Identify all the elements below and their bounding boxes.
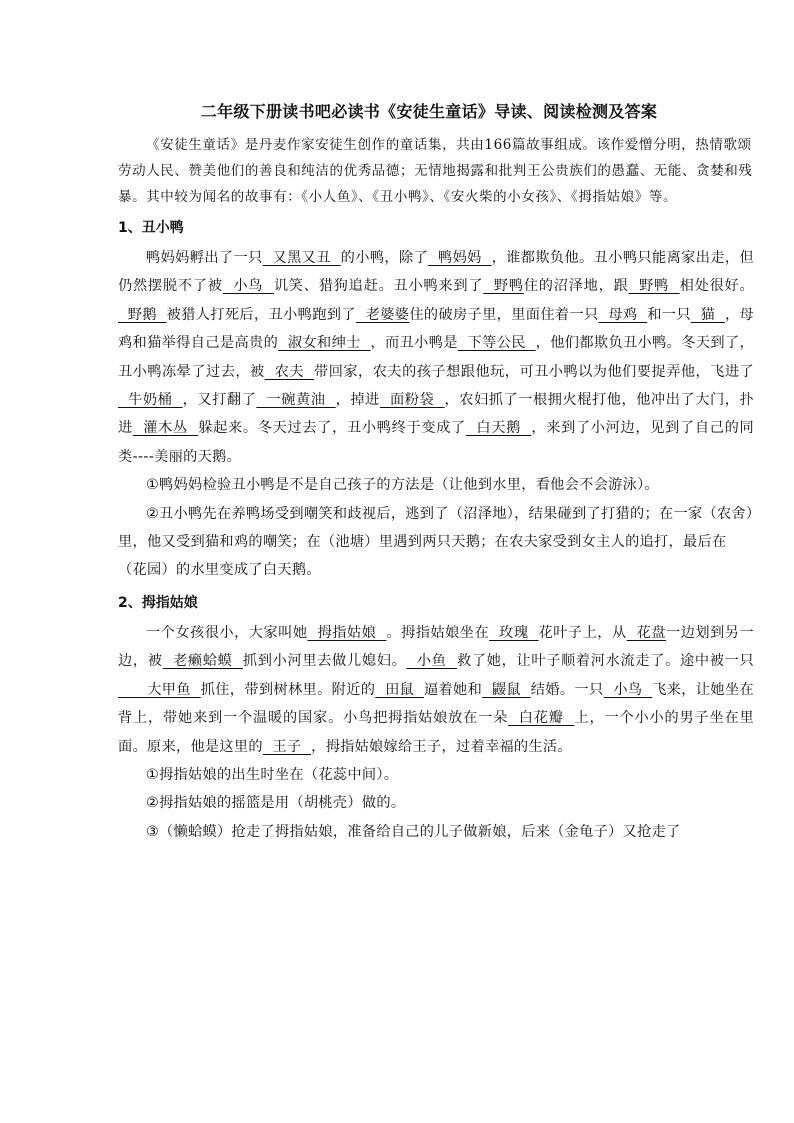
- answer-blank: 一碗黄油: [256, 392, 336, 409]
- story-fill-paragraph: [118, 619, 754, 761]
- answer-blank: 小鸟: [222, 278, 274, 295]
- paragraph-text: ，而丑小鸭是: [370, 335, 458, 352]
- paragraph-text: ，拇指姑娘嫁给王子，过着幸福的生活。: [311, 738, 572, 755]
- answer-blank: 王子: [262, 738, 312, 755]
- answer-blank: 鼹鼠: [482, 681, 531, 698]
- paragraph-text: 躲起来。冬天过去了，丑小鸭终于变成了: [198, 420, 466, 437]
- paragraph-text: 讥笑、猎狗追赶。丑小鸭来到了: [273, 278, 484, 295]
- answer-blank: 老癞蛤蟆: [162, 653, 243, 670]
- paragraph-text: 一边划到另一边，被: [118, 624, 754, 670]
- paragraph-text: 花叶子上，从: [538, 624, 627, 641]
- answer-blank: 白天鹅: [465, 420, 532, 437]
- paragraph-text: 救了她，让叶子顺着河水流走了。途中被一只: [456, 653, 754, 670]
- answer-blank: 小鸟: [603, 681, 653, 698]
- answer-blank: 花盘: [626, 624, 667, 641]
- page-title: 二年级下册读书吧必读书《安徒生童话》导读、阅读检测及答案: [200, 102, 658, 121]
- paragraph-text: 住的破房子里，里面住着一只: [409, 306, 599, 323]
- paragraph-text: 和一只: [647, 306, 691, 323]
- answer-blank: 野鸭: [628, 278, 680, 295]
- question-item: ①鸭妈妈检验丑小鸭是不是自己孩子的方法是（让他到水里，看他会不会游泳）。: [146, 477, 659, 494]
- answer-blank: 小鱼: [406, 653, 457, 670]
- paragraph-text: 住的沼泽地，跟: [523, 278, 629, 295]
- paragraph-text: 被猎人打死后，丑小鸭跑到了: [166, 306, 356, 323]
- answer-blank: 牛奶桶: [118, 392, 183, 409]
- answer-blank: 猫: [690, 306, 725, 323]
- paragraph-text: 的小鸭，除了: [340, 250, 429, 266]
- story-fill-paragraph: [118, 244, 754, 471]
- answer-blank: 白花瓣: [508, 710, 575, 727]
- answer-blank: 野鹅: [118, 306, 167, 323]
- answer-blank: 淑女和绅士: [278, 335, 371, 352]
- answer-blank: 鸭妈妈: [428, 250, 492, 266]
- paragraph-text: ，掉进: [335, 392, 380, 409]
- question-item: ①拇指姑娘的出生时坐在（花蕊中间）。: [146, 766, 399, 783]
- answer-blank: 拇指姑娘: [307, 624, 387, 641]
- section-ugly-duckling: [118, 216, 754, 585]
- paragraph-text: 抓到小河里去做儿媳妇。: [242, 653, 407, 670]
- question-item: ②丑小鸭先在养鸭场受到嘲笑和歧视后，逃到了（沼泽地），结果碰到了打猎的；在一家（农舍）里，他又受到猫和鸡的嘲笑；在（池塘）里遇到两只天鹅；在农夫家受到女主人的追打，最后在（花园）的水里变成了白天鹅。: [118, 505, 754, 579]
- answer-blank: 母鸡: [598, 306, 648, 323]
- section-heading: 2、拇指姑娘: [118, 594, 198, 611]
- answer-blank: 农夫: [264, 363, 315, 380]
- answer-blank: 田鼠: [375, 681, 424, 698]
- answer-blank: 野鸭: [483, 278, 524, 295]
- paragraph-text: ，谁都欺负他。丑小鸭只能离家出走，但仍然摆脱不了被: [118, 250, 754, 295]
- question-item: ②拇指姑娘的摇篮是用（胡桃壳）做的。: [146, 795, 406, 812]
- paragraph-text: 上，一个小小的男子坐在里面。原来，他是这里的: [118, 710, 754, 755]
- answer-blank: 玫瑰: [489, 624, 539, 641]
- paragraph-text: 飞来，让她坐在背上，带她来到一个温暖的国家。小鸟把拇指姑娘放在一朵: [118, 681, 755, 727]
- answer-blank: 下等公民: [457, 335, 536, 352]
- paragraph-text: 逼着她和: [423, 681, 483, 698]
- paragraph-text: 结婚。一只: [530, 681, 604, 698]
- paragraph-text: 相处很好。: [679, 278, 754, 295]
- paragraph-text: 一个女孩很小，大家叫她: [146, 624, 308, 641]
- answer-blank: 大甲鱼: [118, 681, 201, 698]
- section-heading: 1、丑小鸭: [118, 220, 184, 236]
- section-thumbelina: [118, 591, 754, 846]
- paragraph-text: 抓住，带到树林里。附近的: [200, 681, 376, 698]
- document-page: [118, 100, 754, 846]
- answer-blank: 面粉袋: [379, 392, 445, 409]
- answer-blank: 老婆婆: [355, 306, 410, 323]
- intro-paragraph: 《安徒生童话》是丹麦作家安徒生创作的童话集，共由166篇故事组成。该作爱憎分明，热情歌颂劳动人民、赞美他们的善良和纯洁的优秀品德；无情地揭露和批判王公贵族们的愚蠢、无能、贪婪和残暴。其中较为闻名的故事有：《小人鱼》、《丑小鸭》、《安火柴的小女孩》、《拇指姑娘》等。: [118, 137, 753, 205]
- paragraph-text: 。拇指姑娘坐在: [386, 624, 490, 641]
- question-item: ③（懒蛤蟆）抢走了拇指姑娘，准备给自己的儿子做新娘，后来（金龟子）又抢走了: [146, 823, 681, 840]
- paragraph-text: ，农妇抓了一根拥火棍打他，他冲出了大门，扑进: [118, 392, 754, 437]
- paragraph-text: 鸭妈妈孵出了一只: [146, 250, 263, 266]
- answer-blank: 又黑又丑: [262, 250, 341, 266]
- paragraph-text: ，母鸡和猫举得自己是高贵的: [118, 306, 755, 352]
- paragraph-text: ，来到了小河边，见到了自己的同类----美丽的天鹅。: [118, 420, 754, 465]
- paragraph-text: ，他们都欺负丑小鸭。冬天到了，丑小鸭冻晕了过去，被: [118, 335, 754, 380]
- paragraph-text: 带回家，农夫的孩子想跟他玩，可丑小鸭以为他们要捉弄他，飞进了: [314, 363, 754, 380]
- paragraph-text: ，又打翻了: [182, 392, 257, 409]
- answer-blank: 灌木丛: [132, 420, 199, 437]
